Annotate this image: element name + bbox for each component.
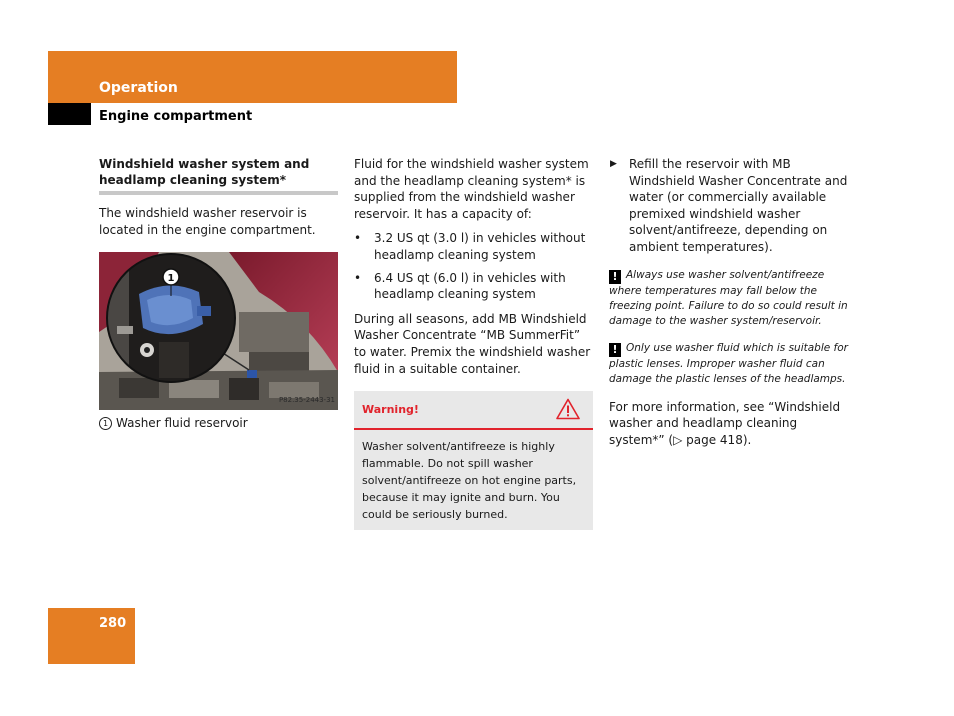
engine-compartment-photo [99, 252, 338, 410]
instruction-step [609, 156, 849, 256]
exclamation-icon: ! [609, 270, 621, 284]
column-1 [99, 156, 339, 432]
section-title: Operation [99, 80, 178, 96]
note-antifreeze [609, 268, 849, 329]
premix-paragraph: During all seasons, add MB Windshield Washer Concentrate “MB SummerFit” to water. Premix the windshield washer fluid in a suitable container. [354, 311, 591, 376]
warning-label: Warning! [362, 403, 419, 417]
caption-number: 1 [99, 417, 112, 430]
photo-illustration [99, 252, 338, 410]
capacity-list [354, 230, 594, 302]
subsection-title: Engine compartment [99, 109, 253, 124]
note-text: Only use washer fluid which is suitable for plastic lenses. Improper washer fluid can damage the plastic lenses of the headlamps. [609, 341, 848, 385]
warning-box [354, 391, 593, 530]
intro-paragraph: The windshield washer reservoir is located in the engine compartment. [99, 206, 316, 237]
header-marker [48, 103, 91, 125]
step-text: Refill the reservoir with MB Windshield Washer Concentrate and water (or commercially available premixed windshield washer solvent/antifreeze, depending on ambient temperatures). [629, 157, 848, 254]
heading-rule [99, 191, 338, 195]
cross-reference: For more information, see “Windshield washer and headlamp cleaning system*” (▷ page 418). [609, 399, 841, 447]
column-3 [609, 156, 849, 448]
figure-caption [99, 415, 339, 432]
bullet-icon: • [354, 231, 362, 246]
bullet-text: 6.4 US qt (6.0 l) in vehicles with headlamp cleaning system [374, 270, 566, 302]
figure-code: P82.35-2443-31 [278, 395, 335, 404]
warning-text: Washer solvent/antifreeze is highly flammable. Do not spill washer solvent/antifreeze on hot engine parts, because it may ignite and burn. You could be seriously burned. [362, 440, 577, 522]
note-text: Always use washer solvent/antifreeze where temperatures may fall below the freezing point. Failure to do so could result in damage to the washer system/reservoir. [609, 268, 848, 327]
step-arrow-icon: ▶ [610, 159, 617, 169]
page-number: 280 [99, 616, 127, 631]
list-item [354, 270, 594, 303]
topic-heading: Windshield washer system and headlamp cleaning system* [99, 157, 310, 187]
warning-header [354, 391, 593, 430]
figure-callout-1: 1 [167, 273, 175, 285]
exclamation-icon: ! [609, 343, 621, 357]
bullet-text: 3.2 US qt (3.0 l) in vehicles without headlamp cleaning system [374, 231, 586, 262]
bullet-icon: • [354, 270, 362, 285]
list-item [354, 230, 594, 263]
caption-text: Washer fluid reservoir [116, 416, 248, 431]
capacity-intro: Fluid for the windshield washer system and the headlamp cleaning system* is supplied from the windshield washer reservoir. It has a capacity of: [354, 157, 589, 221]
note-plastic-lenses [609, 341, 849, 387]
column-2 [354, 156, 594, 530]
warning-triangle-icon [556, 398, 580, 420]
